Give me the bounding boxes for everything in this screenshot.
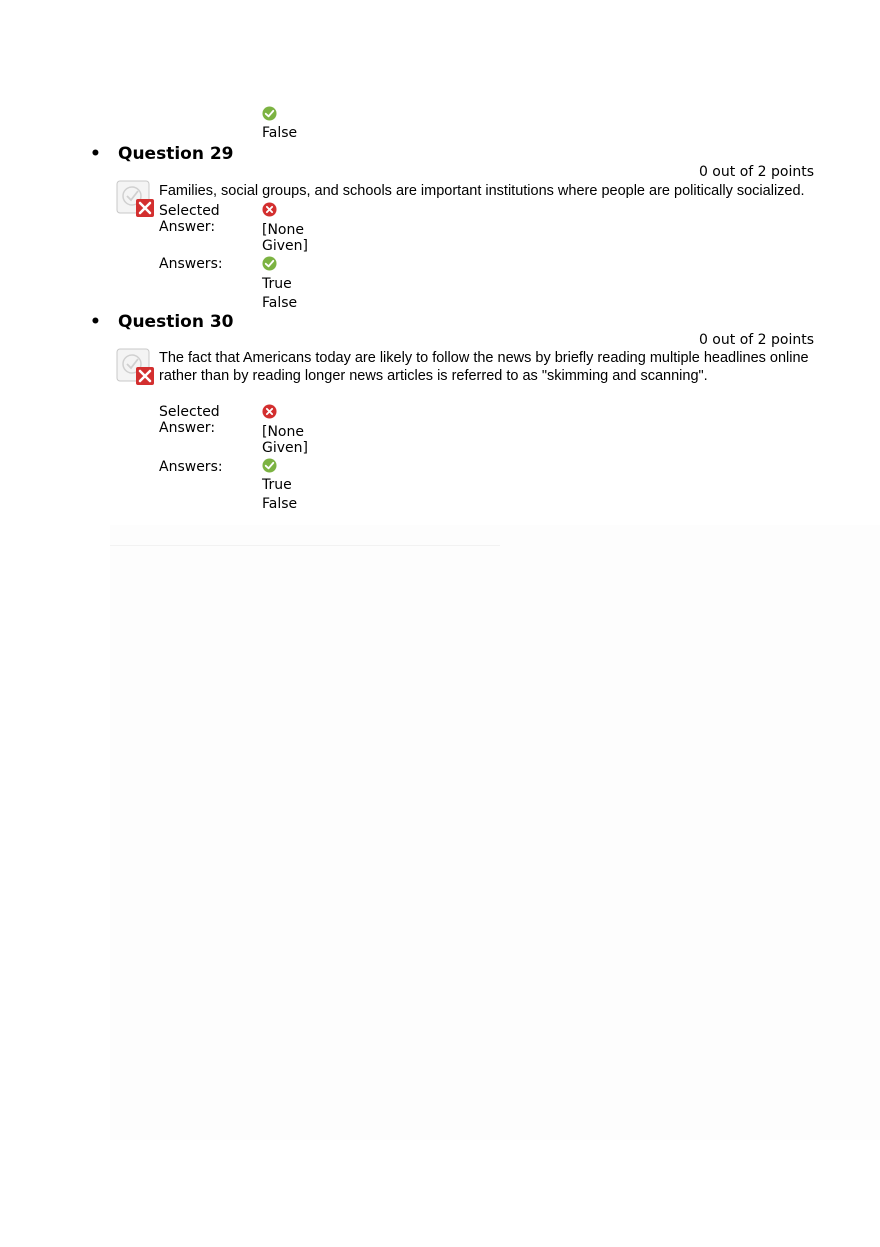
answers-label: Answers: <box>159 459 223 475</box>
incorrect-question-icon <box>116 180 156 218</box>
check-circle-icon <box>262 458 277 473</box>
bullet: • <box>90 312 101 332</box>
question-text: Families, social groups, and schools are important institutions where people are politically socialized. <box>159 183 805 199</box>
check-circle-icon <box>262 106 277 121</box>
selected-answer-value: [None Given] <box>262 222 308 254</box>
answer-option: True <box>262 276 292 292</box>
points-score: 0 out of 2 points <box>698 332 814 348</box>
check-circle-icon <box>262 256 277 271</box>
incorrect-question-icon <box>116 348 156 386</box>
question-text: The fact that Americans today are likely to follow the news by briefly reading multiple headlines online rather than by reading longer news articles is referred to as "skimming and scanning". <box>159 350 809 384</box>
x-circle-icon <box>262 202 277 217</box>
question-title: Question 29 <box>118 144 234 164</box>
points-score: 0 out of 2 points <box>698 164 814 180</box>
selected-answer-value: [None Given] <box>262 424 308 456</box>
question-title: Question 30 <box>118 312 234 332</box>
answer-option: False <box>262 496 298 512</box>
answers-label: Answers: <box>159 256 223 272</box>
divider <box>110 545 500 546</box>
selected-answer-label: Selected Answer: <box>159 203 220 235</box>
answer-option: False <box>262 295 298 311</box>
bullet: • <box>90 144 101 164</box>
background-panel <box>110 525 880 1140</box>
x-circle-icon <box>262 404 277 419</box>
answer-option: True <box>262 477 292 493</box>
selected-answer-label: Selected Answer: <box>159 404 220 436</box>
answer-option: False <box>262 125 298 141</box>
